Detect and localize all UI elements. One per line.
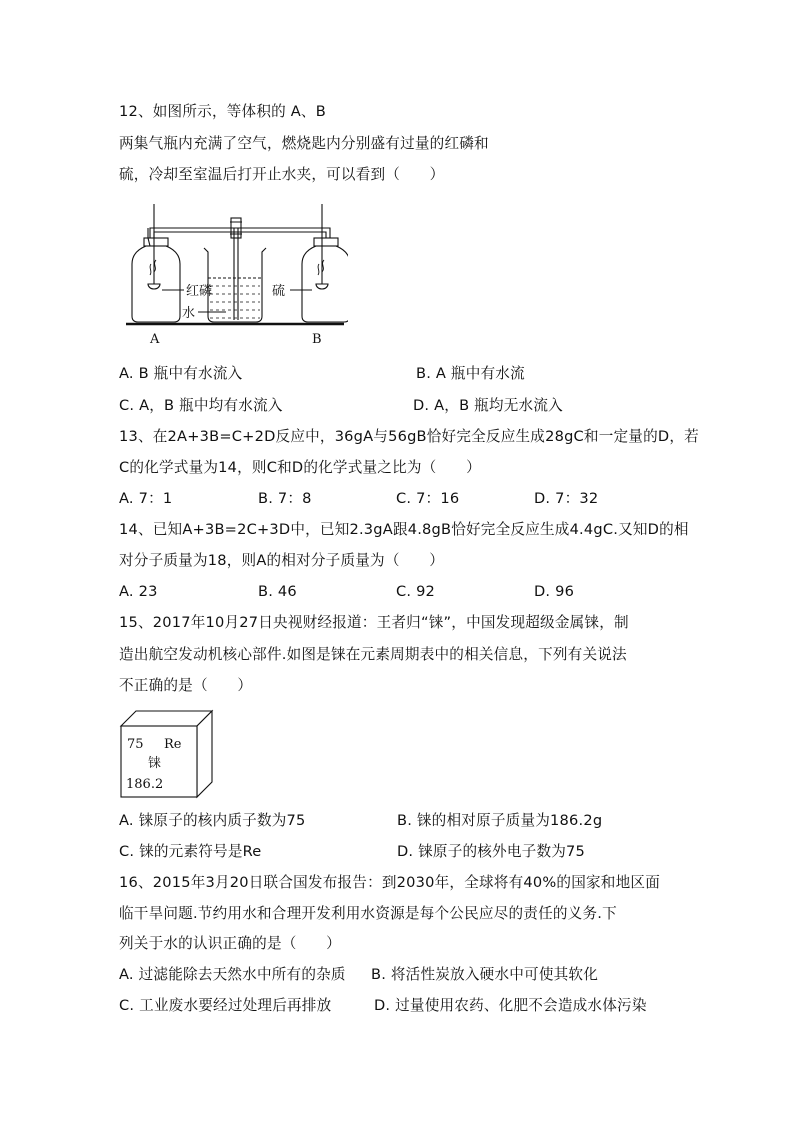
gas-bottle-apparatus-figure	[126, 198, 348, 350]
label-sulfur: 硫	[272, 284, 286, 299]
q14-option-c[interactable]: C. 92	[396, 583, 436, 600]
q12-stem-line-3: 硫，冷却至室温后打开止水夹，可以看到（ ）	[119, 166, 445, 183]
q16-option-d[interactable]: D. 过量使用农药、化肥不会造成水体污染	[374, 997, 647, 1014]
q16-option-a[interactable]: A. 过滤能除去天然水中所有的杂质	[119, 966, 346, 983]
element-atomic-number: 75	[127, 737, 144, 752]
q12-option-b[interactable]: B. A 瓶中有水流	[416, 365, 525, 382]
q16-option-b[interactable]: B. 将活性炭放入硬水中可使其软化	[371, 966, 599, 983]
q12-option-a[interactable]: A. B 瓶中有水流入	[119, 365, 243, 382]
q12-stem-line-1: 12、如图所示，等体积的 A、B	[119, 103, 326, 120]
q15-option-d[interactable]: D. 铼原子的核外电子数为75	[397, 843, 586, 860]
q12-stem-line-2: 两集气瓶内充满了空气，燃烧匙内分别盛有过量的红磷和	[119, 135, 489, 152]
q14-option-a[interactable]: A. 23	[119, 583, 158, 600]
q16-stem-line-1: 16、2015年3月20日联合国发布报告：到2030年，全球将有40%的国家和地区面	[119, 874, 660, 891]
label-red-phosphorus: 红磷	[186, 284, 213, 299]
q16-option-c[interactable]: C. 工业废水要经过处理后再排放	[119, 997, 332, 1014]
label-bottle-b: B	[312, 332, 322, 347]
q13-stem-line-1: 13、在2A+3B=C+2D反应中，36gA与56gB恰好完全反应生成28gC和一定量的D，若	[119, 428, 699, 445]
q14-option-b[interactable]: B. 46	[258, 583, 297, 600]
q13-option-d[interactable]: D. 7：32	[534, 490, 599, 507]
q13-stem-line-2: C的化学式量为14，则C和D的化学式量之比为（ ）	[119, 459, 481, 476]
q16-stem-line-3: 列关于水的认识正确的是（ ）	[119, 935, 341, 952]
label-water: 水	[182, 306, 196, 321]
q14-option-d[interactable]: D. 96	[534, 583, 575, 600]
element-atomic-mass: 186.2	[126, 777, 164, 792]
q15-option-b[interactable]: B. 铼的相对原子质量为186.2g	[397, 812, 603, 829]
element-symbol: Re	[164, 737, 182, 752]
q14-stem-line-2: 对分子质量为18，则A的相对分子质量为（ ）	[119, 552, 445, 569]
q13-option-b[interactable]: B. 7：8	[258, 490, 312, 507]
q13-option-a[interactable]: A. 7：1	[119, 490, 173, 507]
q13-option-c[interactable]: C. 7：16	[396, 490, 460, 507]
q12-option-d[interactable]: D. A，B 瓶均无水流入	[413, 397, 563, 414]
element-cell-figure	[118, 708, 216, 800]
q16-stem-line-2: 临干旱问题.节约用水和合理开发利用水资源是每个公民应尽的责任的义务.下	[119, 905, 617, 922]
q15-option-c[interactable]: C. 铼的元素符号是Re	[119, 843, 262, 860]
q15-stem-line-1: 15、2017年10月27日央视财经报道：王者归“铼”，中国发现超级金属铼，制	[119, 614, 629, 631]
q14-stem-line-1: 14、已知A+3B=2C+3D中，已知2.3gA跟4.8gB恰好完全反应生成4.4gC.又知D的相	[119, 521, 689, 538]
label-bottle-a: A	[150, 332, 160, 347]
q15-stem-line-3: 不正确的是（ ）	[119, 677, 253, 694]
q12-option-c[interactable]: C. A，B 瓶中均有水流入	[119, 397, 283, 414]
element-name: 铼	[148, 756, 162, 771]
q15-option-a[interactable]: A. 铼原子的核内质子数为75	[119, 812, 306, 829]
q15-stem-line-2: 造出航空发动机核心部件.如图是铼在元素周期表中的相关信息，下列有关说法	[119, 646, 627, 663]
